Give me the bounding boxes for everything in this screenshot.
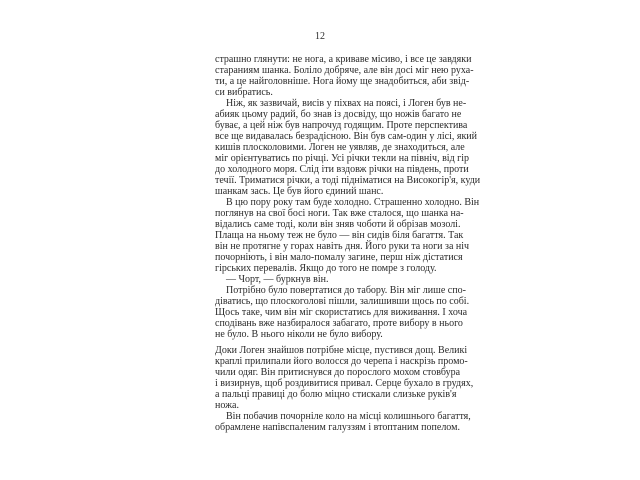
- text-line: не було. В нього ніколи не було вибору.: [215, 329, 383, 340]
- text-line: чили одяг. Він притиснувся до порослого мохом стовбура: [215, 367, 461, 378]
- text-line: обрамлене напівспаленим галуззям і втоптаним попелом.: [215, 422, 460, 433]
- text-line: Плаща на ньому теж не було — він сидів біля багаття. Так: [215, 230, 464, 241]
- text-line: страшно глянути: не нога, а криваве місиво, і все це завдяки: [215, 54, 472, 65]
- paragraph: [215, 411, 471, 433]
- paragraph: [215, 54, 474, 98]
- text-line: абияк цьому радий, бо знав із досвіду, що ножів багато не: [215, 109, 462, 120]
- paragraph: [215, 197, 480, 274]
- text-line: си вибратись.: [215, 87, 273, 98]
- text-line: течії. Триматися річки, а тоді підніматися на Високогір'я, куди: [215, 175, 481, 186]
- text-line: ти, а це найголовніше. Нога йому ще знадобиться, аби звід-: [215, 76, 470, 87]
- text-line: Він побачив почорніле коло на місці колишнього багаття,: [226, 411, 471, 422]
- page-number: 12: [315, 31, 325, 42]
- body-text: [215, 54, 481, 433]
- text-line: і визирнув, щоб роздивитися привал. Серце бухало в грудях,: [215, 378, 474, 389]
- paragraph: [215, 345, 474, 411]
- text-line: сподівань вже назбиралося забагато, проте вибору в нього: [215, 318, 463, 329]
- text-line: відались саме тоді, коли він зняв чоботи й обрізав мозолі.: [215, 219, 461, 230]
- text-line: він не протягне у горах навіть дня. Його руки та ноги за ніч: [215, 241, 470, 252]
- text-line: все ще видавалась безрадісною. Він був сам-один у лісі, який: [215, 131, 478, 142]
- text-line: гірських перевалів. Якщо до того не помре з голоду.: [215, 263, 437, 274]
- text-line: шанкам зась. Це був його єдиний шанс.: [215, 186, 384, 197]
- text-line: стараниям шанка. Боліло добряче, але він досі міг нею руха-: [215, 65, 474, 76]
- text-line: — Чорт, — буркнув він.: [226, 274, 329, 285]
- text-line: Ніж, як зазвичай, висів у піхвах на поясі, і Логен був не-: [226, 98, 467, 109]
- text-line: буває, а цей ніж був напрочуд годящим. Проте перспектива: [215, 120, 468, 131]
- text-line: Доки Логен знайшов потрібне місце, пустився дощ. Великі: [215, 345, 468, 356]
- text-line: до холодного моря. Слід іти вздовж річки на південь, проти: [215, 164, 469, 175]
- paragraph: [215, 274, 456, 285]
- text-line: Щось таке, чим він міг скористатись для виживання. І хоча: [215, 307, 468, 318]
- text-line: діватись, що плоскоголові пішли, залишивши щось по собі.: [215, 296, 470, 307]
- text-line: ножа.: [215, 400, 239, 411]
- text-line: почорніють, і він мало-помалу загине, перш ніж дістатися: [215, 252, 463, 263]
- text-line: краплі прилипали його волосся до черепа і наскрізь промо-: [215, 356, 468, 367]
- paragraph: [215, 98, 481, 197]
- text-line: Потрібно було повертатися до табору. Він міг лише спо-: [226, 285, 466, 296]
- text-line: В цю пору року там буде холодно. Страшенно холодно. Він: [226, 197, 480, 208]
- text-line: кишів плосколовими. Логен не уявляв, де знаходиться, але: [215, 142, 465, 153]
- text-line: а пальці правиці до болю міцно стискали слизьке руків'я: [215, 389, 457, 400]
- text-line: поглянув на свої босі ноги. Так вже сталося, що шанка на-: [215, 208, 464, 219]
- paragraph: [215, 285, 470, 340]
- text-line: міг орієнтуватись по річці. Усі річки текли на північ, від гір: [215, 153, 470, 164]
